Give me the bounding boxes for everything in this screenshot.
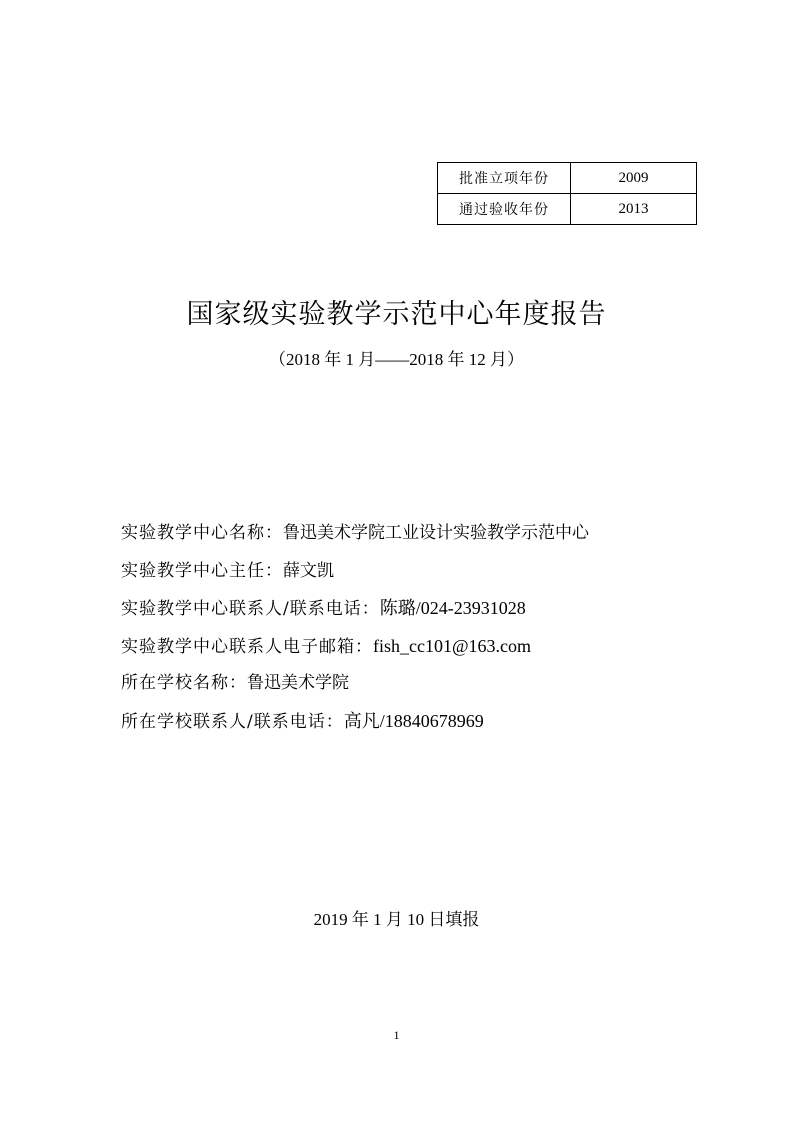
center-contact-label: 实验教学中心联系人/联系电话： <box>121 599 380 620</box>
school-name-value: 鲁迅美术学院 <box>247 673 349 694</box>
center-director-value: 薛文凯 <box>283 560 334 581</box>
approval-year-label: 批准立项年份 <box>438 163 571 194</box>
page-number: 1 <box>393 1028 400 1042</box>
center-contact-line <box>121 594 589 632</box>
project-year-table <box>437 162 697 225</box>
center-director-label: 实验教学中心主任： <box>121 560 283 581</box>
acceptance-year-label: 通过验收年份 <box>438 194 571 225</box>
table-row <box>438 194 697 225</box>
center-email-label: 实验教学中心联系人电子邮箱： <box>121 636 373 657</box>
center-name-value: 鲁迅美术学院工业设计实验教学示范中心 <box>283 523 589 543</box>
table-row <box>438 163 697 194</box>
report-title: 国家级实验教学示范中心年度报告 <box>186 299 607 330</box>
school-name-line <box>121 669 589 707</box>
school-name-label: 所在学校名称： <box>121 673 247 694</box>
approval-year-value: 2009 <box>571 163 697 194</box>
center-director-line <box>121 557 589 595</box>
report-period: （2018 年 1 月——2018 年 12 月） <box>269 350 524 369</box>
center-contact-value: 陈璐/024-23931028 <box>379 598 526 619</box>
center-name-label: 实验教学中心名称： <box>121 523 283 543</box>
school-contact-line <box>121 707 589 745</box>
center-email-line <box>121 632 589 670</box>
acceptance-year-value: 2013 <box>571 194 697 225</box>
center-info-list <box>121 519 589 745</box>
school-contact-value: 高凡/18840678969 <box>343 710 484 731</box>
center-email-value: fish_cc101@163.com <box>373 635 532 656</box>
center-name-line <box>121 519 589 557</box>
school-contact-label: 所在学校联系人/联系电话： <box>121 711 344 732</box>
fill-date: 2019 年 1 月 10 日填报 <box>313 910 480 929</box>
